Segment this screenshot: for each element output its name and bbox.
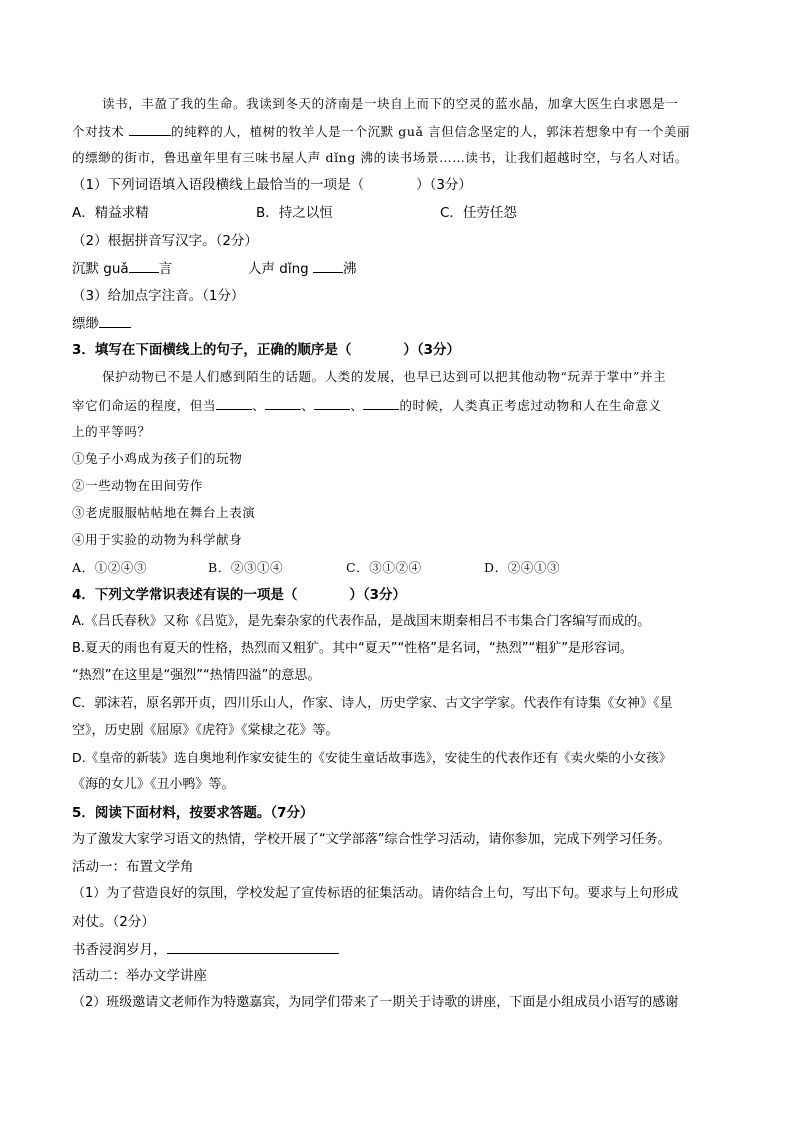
answer-blank[interactable] [167, 939, 339, 954]
q5-sub2-line-1: （2）班级邀请文老师作为特邀嘉宾，为同学们带来了一期关于诗歌的讲座，下面是小组成员小语写的感谢 [72, 995, 679, 1010]
q4-option-c-line-2: 空》，历史剧《屈原》《虎符》《棠棣之花》等。 [72, 723, 339, 738]
question-text: 3．填写在下面横线上的句子，正确的顺序是（ [72, 342, 352, 358]
q4-option-d-line-1: D.《皇帝的新装》选自奥地利作家安徒生的《安徒生童话故事选》，安徒生的代表作还有《卖火柴的小女孩》 [72, 750, 672, 765]
passage-text: 的时候，人类真正考虑过动物和人在生命意义 [399, 398, 662, 413]
q4-option-d-line-2: 《海的女儿》《丑小鸭》等。 [72, 777, 235, 792]
question-5-title: 5．阅读下面材料，按要求答题。（7分） [72, 805, 314, 821]
q4-option-c-line-1: C．郭沫若，原名郭开贞，四川乐山人，作家、诗人，历史学家、古文字学家。代表作有诗集《女神》《星 [72, 696, 673, 711]
option-c: C．任劳任怨 [440, 205, 517, 221]
activity-2-heading: 活动二：举办文学讲座 [72, 968, 207, 984]
pinyin-text: 言 [158, 261, 173, 277]
question-4-title [72, 585, 406, 605]
q4-option-a: A.《吕氏春秋》又称《吕览》，是先秦杂家的代表作品，是战国末期秦相吕不韦集合门客编写而成的。 [72, 614, 651, 629]
q5-sub1-line-1: （1）为了营造良好的氛围，学校发起了宣传标语的征集活动。请你结合上句，写出下句。要求与上句形成 [72, 886, 679, 901]
q3-para-line-3: 上的平等吗？ [72, 424, 151, 439]
q5-intro: 为了激发大家学习语文的热情，学校开展了“文学部落”综合性学习活动，请你参加，完成下列学习任务。 [72, 832, 671, 847]
pinyin-item-1 [72, 258, 172, 279]
q3-option-a: A．①②④③ [72, 560, 148, 575]
option-b: B．持之以恒 [256, 205, 333, 221]
passage-line-1: 读书，丰盈了我的生命。我读到冬天的济南是一块自上而下的空灵的蓝水晶，加拿大医生白求恩是一 [102, 96, 679, 111]
option-a: A．精益求精 [72, 205, 149, 221]
annotate-item [72, 313, 131, 334]
answer-blank[interactable] [216, 395, 252, 410]
annotate-word: 缥缈 [72, 316, 99, 332]
question-score: ）（3分） [349, 587, 407, 603]
passage-text: 的纯粹的人，植树的牧羊人是一个沉默 guǎ 言但信念坚定的人，郭沫若想象中有一个美丽 [170, 124, 691, 139]
answer-blank[interactable] [99, 313, 131, 328]
q3-para-line-1: 保护动物已不是人们感到陌生的话题。人类的发展，也早已达到可以把其他动物“玩弄于掌中”并主 [102, 369, 667, 384]
subquestion-2: （2）根据拼音写汉字。（2分） [72, 233, 258, 249]
q3-option-c: C．③①②④ [346, 560, 422, 575]
q5-sub1-line-2: 对仗。（2分） [72, 914, 155, 930]
passage-line-2 [72, 121, 690, 142]
passage-line-3: 的缥缈的街市，鲁迅童年里有三味书屋人声 dǐng 沸的读书场景……读书，让我们超越时空，与名人对话。 [72, 150, 688, 165]
couplet-text: 书香浸润岁月， [72, 942, 167, 958]
answer-blank[interactable] [265, 395, 301, 410]
question-score: ）（3分） [403, 342, 461, 358]
subquestion-3: （3）给加点字注音。（1分） [72, 288, 245, 304]
answer-blank[interactable] [129, 121, 171, 136]
activity-1-heading: 活动一：布置文学角 [72, 859, 194, 875]
pinyin-text: 人声 dǐng [248, 261, 309, 277]
q4-option-b-line-2: “热烈”在这里是“强烈”“热情四溢”的意思。 [72, 668, 321, 683]
question-text: 4．下列文学常识表述有误的一项是（ [72, 587, 298, 603]
passage-text: 个对技术 [72, 124, 125, 139]
answer-blank[interactable] [314, 395, 350, 410]
answer-blank[interactable] [313, 258, 343, 273]
passage-text: 宰它们命运的程度，但当 [72, 398, 217, 413]
question-text: （1）下列词语填入语段横线上最恰当的一项是（ [72, 177, 365, 193]
sentence-2: ②一些动物在田间劳作 [72, 478, 204, 493]
sentence-1: ①兔子小鸡成为孩子们的玩物 [72, 451, 243, 466]
sentence-4: ④用于实验的动物为科学献身 [72, 532, 243, 547]
pinyin-text: 沸 [343, 261, 357, 277]
question-3-title [72, 340, 460, 360]
q4-option-b-line-1: B.夏天的雨也有夏天的性格，热烈而又粗犷。其中“夏天”“性格”是名词，“热烈”“粗犷”是形容词。 [72, 641, 633, 656]
pinyin-text: 沉默 guǎ [72, 261, 129, 277]
answer-blank[interactable] [363, 395, 399, 410]
question-score: ）（3分） [416, 177, 472, 193]
couplet-line [72, 939, 339, 960]
subquestion-1 [72, 175, 472, 195]
q3-para-line-2: 宰它们命运的程度，但当 、 、 、 的时候，人类真正考虑过动物和人在生命意义 [72, 395, 661, 416]
answer-blank[interactable] [129, 258, 159, 273]
pinyin-item-2 [248, 258, 357, 279]
q3-option-d: D．②④①③ [484, 560, 561, 575]
sentence-3: ③老虎服服帖帖地在舞台上表演 [72, 505, 256, 520]
q3-option-b: B．②③①④ [208, 560, 284, 575]
